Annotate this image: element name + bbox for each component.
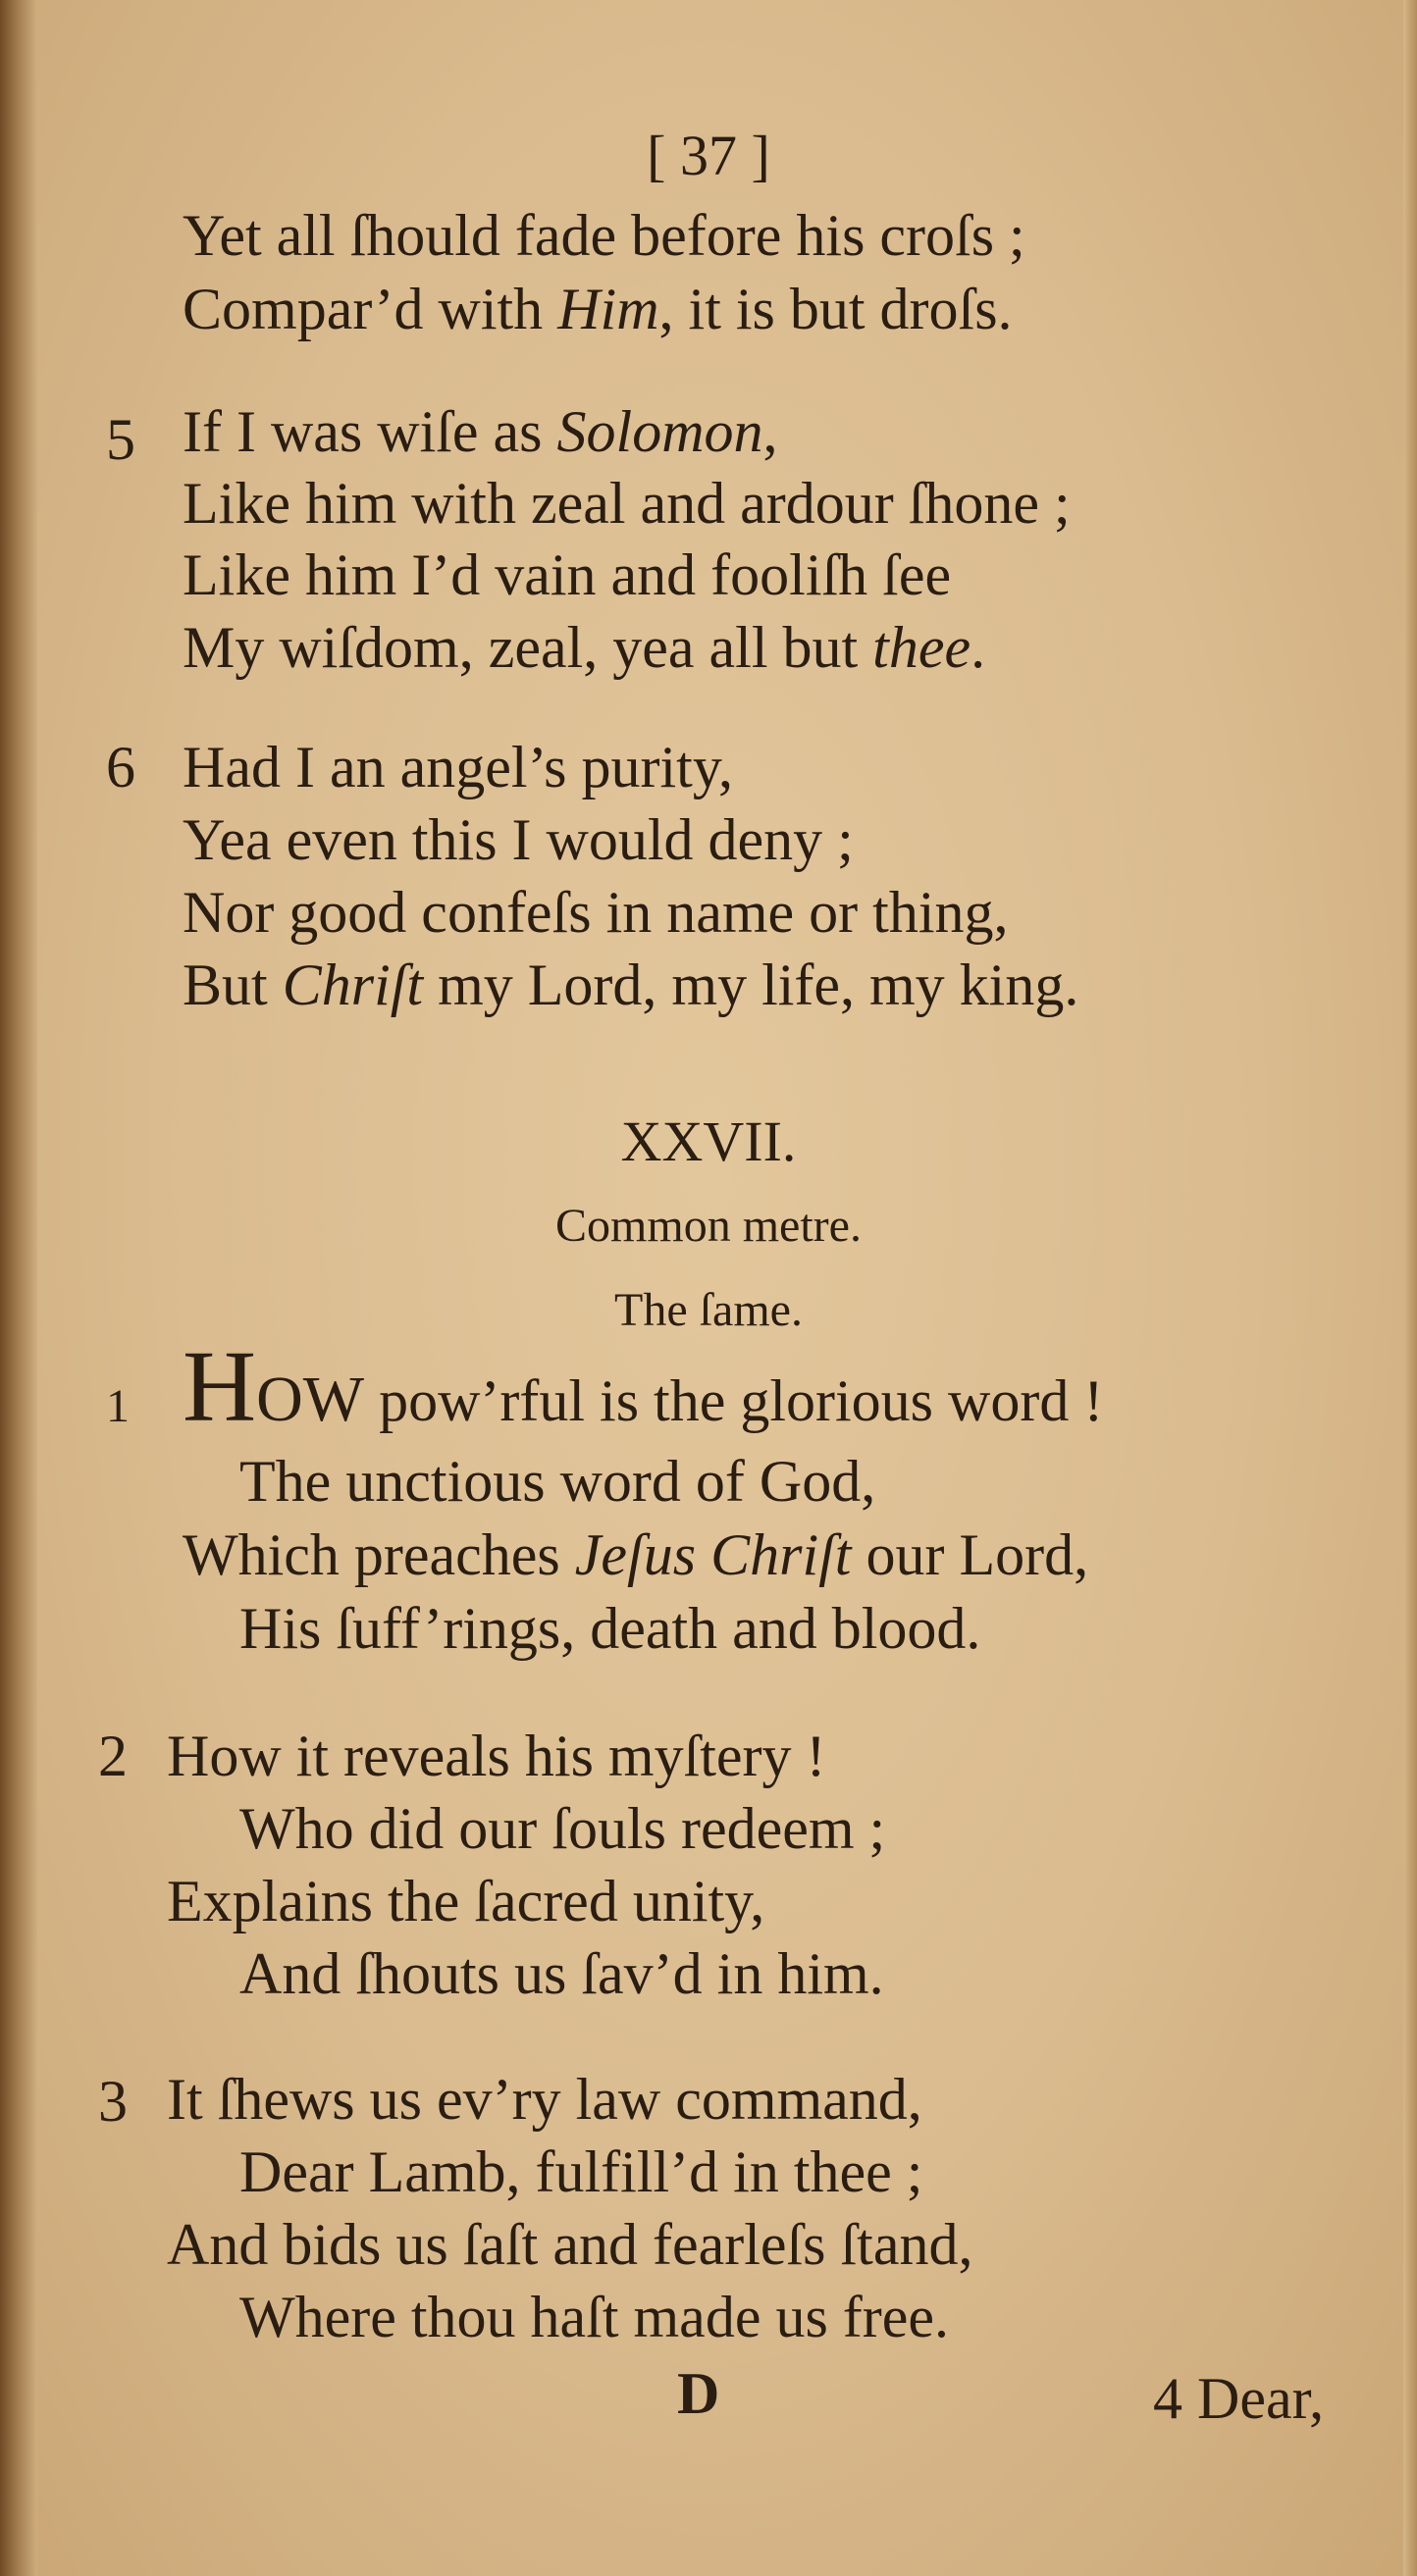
verse-line: Who did our ſouls redeem ; <box>239 1796 886 1861</box>
verse-line: Where thou haſt made us free. <box>239 2285 950 2349</box>
verse-line: HOW pow’rful is the glorious word ! <box>183 1330 1104 1443</box>
verse-line: My wiſdom, zeal, yea all but thee. <box>183 615 986 680</box>
catchword: 4 Dear, <box>1153 2366 1325 2431</box>
verse-line: How it reveals his myſtery ! <box>167 1724 826 1788</box>
verse-line: The unctious word of God, <box>239 1449 876 1514</box>
verse-line: His ſuff’rings, death and blood. <box>239 1596 981 1661</box>
drop-cap: H <box>183 1330 257 1443</box>
verse-line: Compar’d with Him, it is but droſs. <box>183 277 1013 341</box>
verse-line: Explains the ſacred unity, <box>167 1869 765 1933</box>
verse-line: Yet all ſhould fade before his croſs ; <box>183 203 1025 268</box>
verse-number: 5 <box>106 407 135 472</box>
verse-number: 6 <box>106 735 135 799</box>
page-number: [ 37 ] <box>647 124 770 187</box>
hymn-tune: The ſame. <box>614 1284 803 1336</box>
hymn-numeral: XXVII. <box>620 1109 797 1173</box>
verse-line: It ſhews us ev’ry law command, <box>167 2067 922 2132</box>
verse-line: And ſhouts us ſav’d in him. <box>239 1941 884 2006</box>
verse-line: Nor good confeſs in name or thing, <box>183 880 1009 945</box>
verse-line: But Chriſt my Lord, my life, my king. <box>183 953 1079 1017</box>
hymn-metre: Common metre. <box>555 1200 862 1252</box>
verse-number: 2 <box>98 1724 128 1788</box>
verse-line: Dear Lamb, fulfill’d in thee ; <box>239 2139 923 2204</box>
verse-number: 3 <box>98 2069 128 2134</box>
verse-line: Had I an angel’s purity, <box>183 735 733 799</box>
verse-line: Yea even this I would deny ; <box>183 807 854 872</box>
verse-line: If I was wiſe as Solomon, <box>183 399 778 464</box>
verse-line: Which preaches Jeſus Chriſt our Lord, <box>183 1522 1089 1587</box>
verse-number: 1 <box>106 1380 130 1432</box>
verse-line: Like him with zeal and ardour ſhone ; <box>183 471 1071 536</box>
verse-line: And bids us ſaſt and fearleſs ſtand, <box>167 2212 973 2277</box>
signature-mark: D <box>677 2361 720 2426</box>
verse-line: Like him I’d vain and fooliſh ſee <box>183 542 952 607</box>
